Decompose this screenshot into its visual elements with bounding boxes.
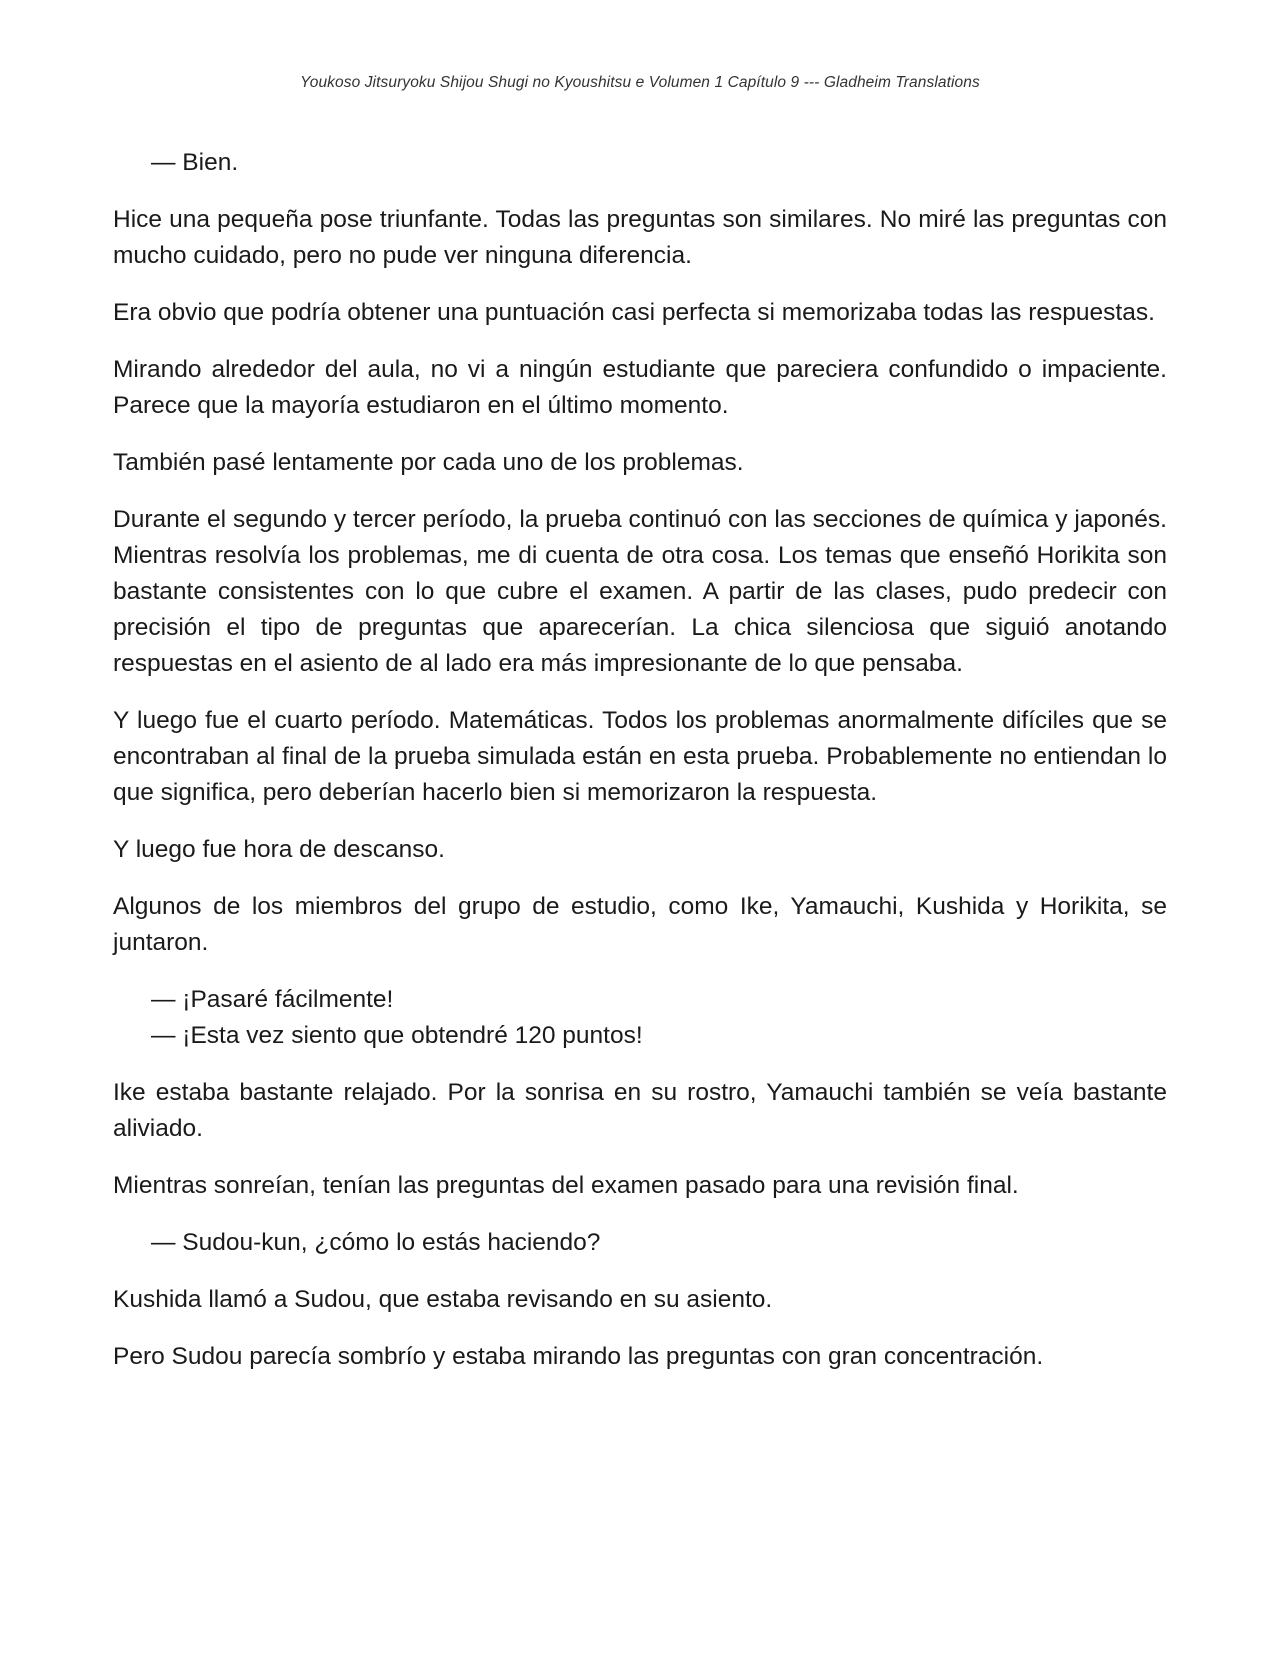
paragraph: Durante el segundo y tercer período, la prueba continuó con las secciones de química y japonés. Mientras resolvía los problemas, me di cuenta de otra cosa. Los temas que enseñó Horikita son bastante consistentes con lo que cubre el examen. A partir de las clases, pudo predecir con precisión el tipo de preguntas que aparecerían. La chica silenciosa que siguió anotando respuestas en el asiento de al lado era más impresionante de lo que pensaba.: [113, 506, 1167, 677]
paragraph: Y luego fue el cuarto período. Matemáticas. Todos los problemas anormalmente difíciles que se encontraban al final de la prueba simulada están en esta prueba. Probablemente no entiendan lo que significa, pero deberían hacerlo bien si memorizaron la respuesta.: [113, 707, 1167, 806]
paragraph: Era obvio que podría obtener una puntuación casi perfecta si memorizaba todas las respuestas.: [113, 299, 1155, 326]
dialogue-line: — Sudou-kun, ¿cómo lo estás haciendo?: [151, 1229, 601, 1256]
paragraph: Algunos de los miembros del grupo de estudio, como Ike, Yamauchi, Kushida y Horikita, se juntaron.: [113, 893, 1167, 956]
page-header: Youkoso Jitsuryoku Shijou Shugi no Kyoushitsu e Volumen 1 Capítulo 9 --- Gladheim Translations: [300, 74, 980, 91]
dialogue-group: [113, 982, 1167, 1054]
paragraph: Hice una pequeña pose triunfante. Todas las preguntas son similares. No miré las preguntas con mucho cuidado, pero no pude ver ninguna diferencia.: [113, 206, 1167, 269]
paragraph: Mirando alrededor del aula, no vi a ningún estudiante que pareciera confundido o impaciente. Parece que la mayoría estudiaron en el último momento.: [113, 356, 1167, 419]
paragraph: Pero Sudou parecía sombrío y estaba mirando las preguntas con gran concentración.: [113, 1343, 1044, 1370]
paragraph: Kushida llamó a Sudou, que estaba revisando en su asiento.: [113, 1286, 773, 1313]
dialogue-line: — ¡Pasaré fácilmente!: [151, 986, 394, 1013]
paragraph: Mientras sonreían, tenían las preguntas del examen pasado para una revisión final.: [113, 1172, 1019, 1199]
paragraph: También pasé lentamente por cada uno de los problemas.: [113, 449, 744, 476]
document-body: [113, 145, 1167, 1396]
dialogue-line: — Bien.: [151, 149, 239, 176]
paragraph: Ike estaba bastante relajado. Por la sonrisa en su rostro, Yamauchi también se veía bastante aliviado.: [113, 1079, 1167, 1142]
paragraph: Y luego fue hora de descanso.: [113, 836, 445, 863]
dialogue-line: — ¡Esta vez siento que obtendré 120 puntos!: [151, 1022, 643, 1049]
